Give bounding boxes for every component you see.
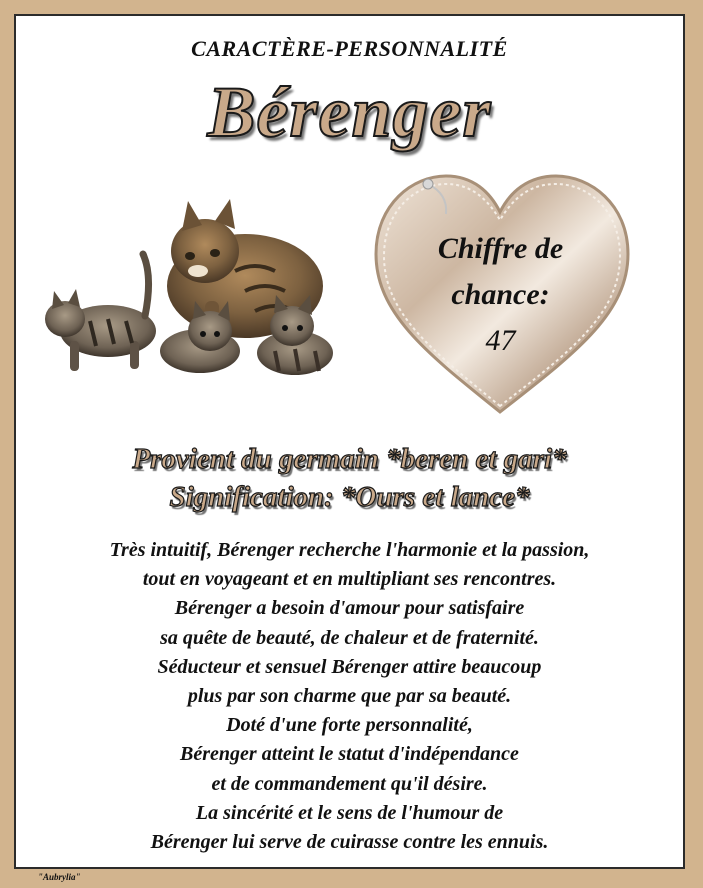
origin-line: Provient du germain *beren et gari* [132,443,567,475]
lucky-label-line2: chance: [451,278,550,311]
personality-description [16,536,683,857]
name-card [14,14,685,869]
author-credit: "Aubrylia" [38,872,81,882]
lucky-number: 47 [485,324,516,357]
description-line: Séducteur et sensuel Bérenger attire beaucoup [157,655,542,678]
description-line: tout en voyageant et en multipliant ses rencontres. [142,568,557,591]
origin-block [16,440,683,516]
card-header: CARACTÈRE-PERSONNALITÉ [191,36,508,61]
meaning-line: Signification: *Ours et lance* [169,481,530,513]
description-line: La sincérité et le sens de l'humour de [195,801,504,824]
first-name-title: Bérenger [207,72,492,152]
description-line: Bérenger atteint le statut d'indépendance [180,743,519,766]
description-line: Bérenger a besoin d'amour pour satisfaire [174,597,525,620]
lucky-number-box [393,226,608,364]
description-line: Très intuitif, Bérenger recherche l'harmonie et la passion, [109,539,590,561]
description-line: et de commandement qu'il désire. [211,772,488,795]
lucky-label-line1: Chiffre de [437,232,564,265]
description-line: plus par son charme que par sa beauté. [187,685,512,708]
description-line: Doté d'une forte personnalité, [226,714,473,737]
description-line: sa quête de beauté, de chaleur et de fraternité. [160,626,539,649]
cats-illustration [30,191,350,391]
description-line: Bérenger lui serve de cuirasse contre les ennuis. [150,831,549,854]
